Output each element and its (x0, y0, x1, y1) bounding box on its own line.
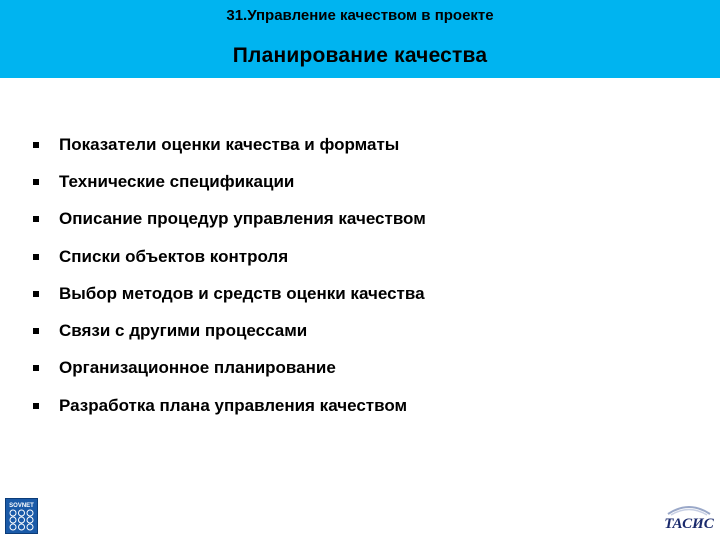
square-bullet-icon (33, 179, 39, 185)
bullet-text: Технические спецификации (59, 171, 295, 191)
bullet-item (33, 387, 426, 424)
bullet-item (33, 126, 426, 163)
bullet-text: Разработка плана управления качеством (59, 395, 408, 415)
bullet-text: Выбор методов и средств оценки качества (59, 283, 425, 303)
sovnet-logo-text: SOVNET (9, 503, 34, 509)
bullet-item (33, 350, 426, 387)
bullet-item (33, 201, 426, 238)
bullet-text: Описание процедур управления качеством (59, 209, 426, 229)
square-bullet-icon (33, 403, 39, 409)
square-bullet-icon (33, 365, 39, 371)
bullet-item (33, 275, 426, 312)
bullet-item (33, 163, 426, 200)
square-bullet-icon (33, 291, 39, 297)
square-bullet-icon (33, 254, 39, 260)
square-bullet-icon (33, 328, 39, 334)
section-subtitle: 31.Управление качеством в проекте (226, 7, 494, 24)
square-bullet-icon (33, 142, 39, 148)
header-bar (0, 0, 720, 78)
bullet-list (33, 126, 426, 424)
svg-text:ТАСИС: ТАСИС (664, 516, 714, 532)
tacis-logo (662, 502, 716, 532)
sovnet-logo (5, 498, 38, 534)
bullet-item (33, 238, 426, 275)
slide-title: Планирование качества (232, 44, 488, 67)
square-bullet-icon (33, 216, 39, 222)
bullet-text: Списки объектов контроля (59, 246, 289, 266)
bullet-text: Показатели оценки качества и форматы (59, 134, 400, 154)
bullet-text: Связи с другими процессами (59, 321, 308, 341)
bullet-item (33, 312, 426, 349)
bullet-text: Организационное планирование (59, 358, 336, 378)
